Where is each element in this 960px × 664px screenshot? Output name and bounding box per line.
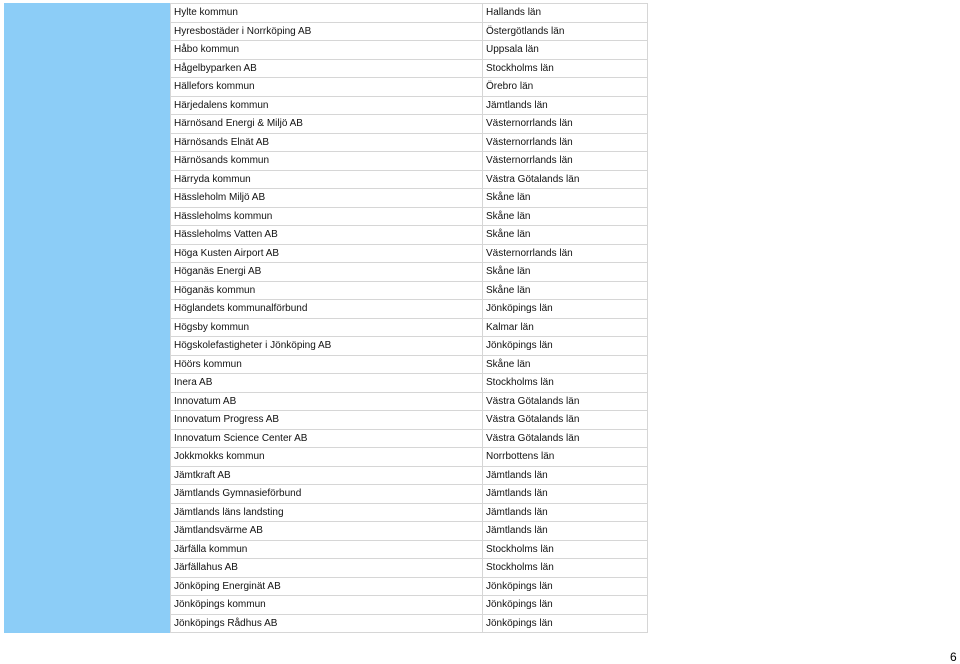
organization-cell: Jokkmokks kommun bbox=[171, 448, 483, 467]
side-color-bar bbox=[4, 3, 170, 633]
organization-cell: Hässleholms kommun bbox=[171, 207, 483, 226]
county-cell: Jämtlands län bbox=[483, 522, 648, 541]
organization-cell: Jönköpings kommun bbox=[171, 596, 483, 615]
county-cell: Västra Götalands län bbox=[483, 411, 648, 430]
county-cell: Hallands län bbox=[483, 4, 648, 23]
table-row bbox=[171, 337, 648, 356]
county-cell: Jämtlands län bbox=[483, 503, 648, 522]
table-row bbox=[171, 540, 648, 559]
table-row bbox=[171, 448, 648, 467]
organization-cell: Jämtlands Gymnasieförbund bbox=[171, 485, 483, 504]
table-row bbox=[171, 133, 648, 152]
table-row bbox=[171, 22, 648, 41]
county-cell: Stockholms län bbox=[483, 374, 648, 393]
table-row bbox=[171, 59, 648, 78]
table-row bbox=[171, 429, 648, 448]
organization-cell: Högsby kommun bbox=[171, 318, 483, 337]
county-cell: Jönköpings län bbox=[483, 614, 648, 633]
county-cell: Skåne län bbox=[483, 226, 648, 245]
organization-cell: Högskolefastigheter i Jönköping AB bbox=[171, 337, 483, 356]
table-row bbox=[171, 244, 648, 263]
organization-cell: Härjedalens kommun bbox=[171, 96, 483, 115]
table-row bbox=[171, 318, 648, 337]
county-cell: Skåne län bbox=[483, 281, 648, 300]
organization-cell: Härryda kommun bbox=[171, 170, 483, 189]
organization-cell: Jönköping Energinät AB bbox=[171, 577, 483, 596]
organization-cell: Höganäs kommun bbox=[171, 281, 483, 300]
county-cell: Jämtlands län bbox=[483, 485, 648, 504]
table-row bbox=[171, 596, 648, 615]
table-row bbox=[171, 300, 648, 319]
organization-cell: Hyresbostäder i Norrköping AB bbox=[171, 22, 483, 41]
county-cell: Skåne län bbox=[483, 207, 648, 226]
organization-table bbox=[170, 3, 648, 633]
organization-cell: Jönköpings Rådhus AB bbox=[171, 614, 483, 633]
county-cell: Jönköpings län bbox=[483, 300, 648, 319]
county-cell: Jämtlands län bbox=[483, 466, 648, 485]
organization-cell: Höörs kommun bbox=[171, 355, 483, 374]
table-row bbox=[171, 614, 648, 633]
county-cell: Örebro län bbox=[483, 78, 648, 97]
table-row bbox=[171, 4, 648, 23]
table-row bbox=[171, 559, 648, 578]
county-cell: Västernorrlands län bbox=[483, 115, 648, 134]
organization-cell: Järfälla kommun bbox=[171, 540, 483, 559]
county-cell: Västernorrlands län bbox=[483, 133, 648, 152]
organization-cell: Härnösand Energi & Miljö AB bbox=[171, 115, 483, 134]
table-row bbox=[171, 485, 648, 504]
organization-cell: Håbo kommun bbox=[171, 41, 483, 60]
county-cell: Östergötlands län bbox=[483, 22, 648, 41]
county-cell: Jönköpings län bbox=[483, 596, 648, 615]
county-cell: Västra Götalands län bbox=[483, 392, 648, 411]
county-cell: Uppsala län bbox=[483, 41, 648, 60]
table-row bbox=[171, 281, 648, 300]
table-row bbox=[171, 374, 648, 393]
organization-cell: Hällefors kommun bbox=[171, 78, 483, 97]
table-row bbox=[171, 577, 648, 596]
organization-cell: Jämtkraft AB bbox=[171, 466, 483, 485]
organization-cell: Härnösands kommun bbox=[171, 152, 483, 171]
table-row bbox=[171, 152, 648, 171]
table-row bbox=[171, 522, 648, 541]
organization-cell: Hylte kommun bbox=[171, 4, 483, 23]
organization-cell: Härnösands Elnät AB bbox=[171, 133, 483, 152]
county-cell: Västra Götalands län bbox=[483, 429, 648, 448]
organization-cell: Järfällahus AB bbox=[171, 559, 483, 578]
county-cell: Norrbottens län bbox=[483, 448, 648, 467]
table-row bbox=[171, 503, 648, 522]
organization-cell: Hässleholm Miljö AB bbox=[171, 189, 483, 208]
table-row bbox=[171, 170, 648, 189]
table-row bbox=[171, 226, 648, 245]
organization-cell: Jämtlands läns landsting bbox=[171, 503, 483, 522]
table-row bbox=[171, 411, 648, 430]
organization-cell: Inera AB bbox=[171, 374, 483, 393]
county-cell: Kalmar län bbox=[483, 318, 648, 337]
table-row bbox=[171, 78, 648, 97]
county-cell: Stockholms län bbox=[483, 540, 648, 559]
organization-cell: Höga Kusten Airport AB bbox=[171, 244, 483, 263]
county-cell: Jönköpings län bbox=[483, 337, 648, 356]
table-row bbox=[171, 207, 648, 226]
table-row bbox=[171, 189, 648, 208]
county-cell: Västernorrlands län bbox=[483, 244, 648, 263]
page-number: 6 bbox=[950, 650, 957, 664]
organization-cell: Innovatum Science Center AB bbox=[171, 429, 483, 448]
county-cell: Västernorrlands län bbox=[483, 152, 648, 171]
county-cell: Västra Götalands län bbox=[483, 170, 648, 189]
county-cell: Skåne län bbox=[483, 189, 648, 208]
organization-cell: Hässleholms Vatten AB bbox=[171, 226, 483, 245]
organization-cell: Jämtlandsvärme AB bbox=[171, 522, 483, 541]
table-row bbox=[171, 115, 648, 134]
organization-cell: Höganäs Energi AB bbox=[171, 263, 483, 282]
table-row bbox=[171, 355, 648, 374]
table-row bbox=[171, 41, 648, 60]
table-row bbox=[171, 263, 648, 282]
organization-cell: Innovatum AB bbox=[171, 392, 483, 411]
county-cell: Jönköpings län bbox=[483, 577, 648, 596]
organization-cell: Hågelbyparken AB bbox=[171, 59, 483, 78]
county-cell: Skåne län bbox=[483, 355, 648, 374]
county-cell: Stockholms län bbox=[483, 559, 648, 578]
county-cell: Jämtlands län bbox=[483, 96, 648, 115]
table-row bbox=[171, 466, 648, 485]
county-cell: Skåne län bbox=[483, 263, 648, 282]
table-row bbox=[171, 96, 648, 115]
county-cell: Stockholms län bbox=[483, 59, 648, 78]
organization-cell: Innovatum Progress AB bbox=[171, 411, 483, 430]
organization-cell: Höglandets kommunalförbund bbox=[171, 300, 483, 319]
table-row bbox=[171, 392, 648, 411]
